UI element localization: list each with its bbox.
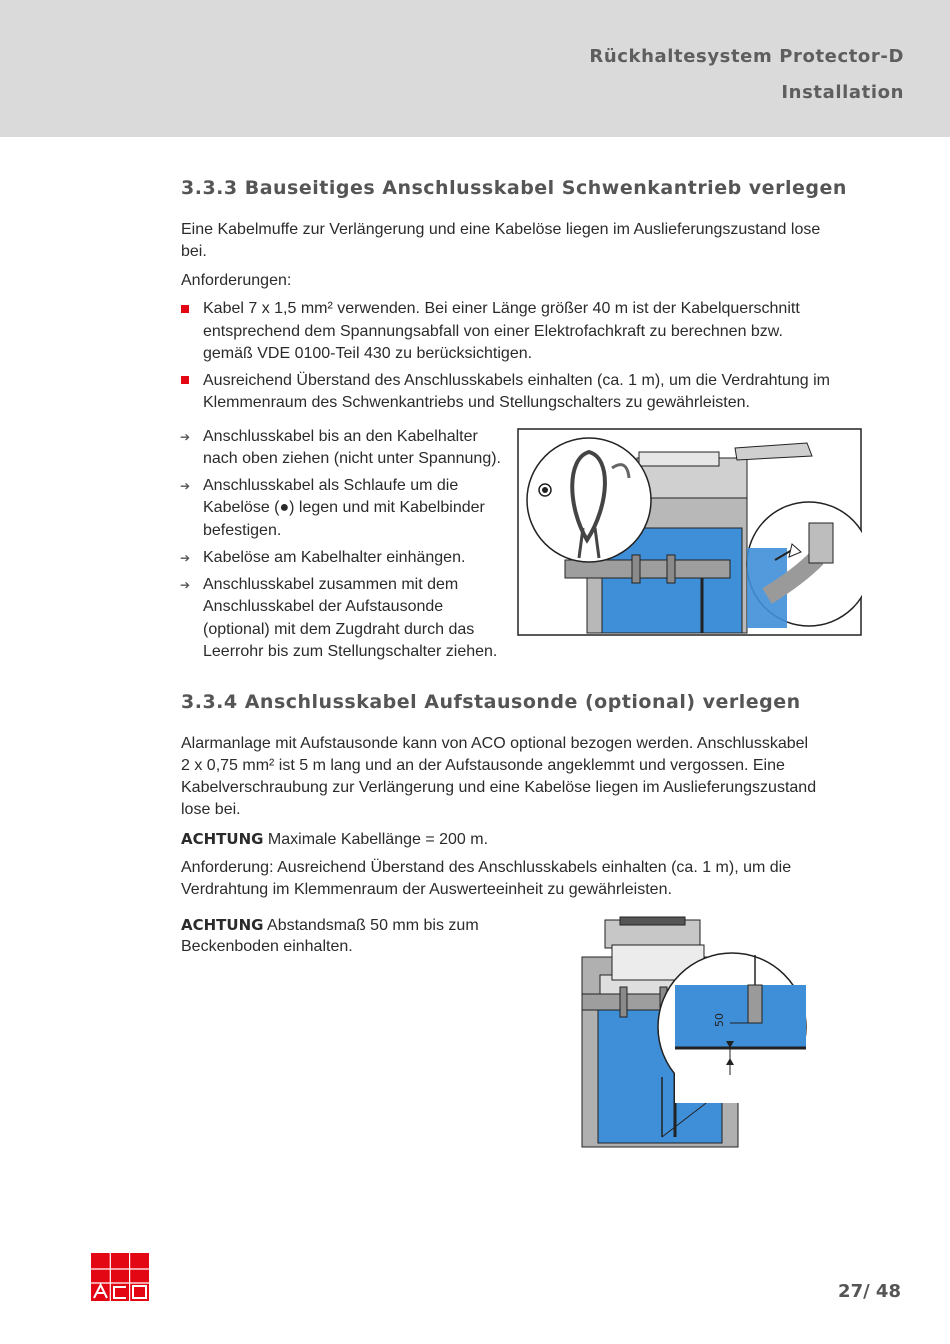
- document-title: Rückhaltesystem Protector-D: [589, 46, 904, 67]
- step3-line1: Kabelöse am Kabelhalter einhängen.: [203, 549, 466, 566]
- requirement-line2: Verdrahtung im Klemmenraum der Auswerteeinheit zu gewährleisten.: [181, 881, 672, 898]
- achtung-text: Abstandsmaß 50 mm bis zum: [267, 917, 479, 934]
- section-heading-333: 3.3.3 Bauseitiges Anschlusskabel Schwenkantrieb verlegen: [181, 177, 847, 199]
- intro-line-2: bei.: [181, 243, 207, 260]
- para1-line3: Kabelverschraubung zur Verlängerung und eine Kabelöse liegen im Auslieferungszustand: [181, 779, 817, 796]
- section-heading-334: 3.3.4 Anschlusskabel Aufstausonde (optional) verlegen: [181, 691, 801, 713]
- bullet-marker: [181, 305, 189, 313]
- arrow-icon: ➔: [180, 551, 191, 565]
- achtung-text: Maximale Kabellänge = 200 m.: [267, 831, 489, 848]
- cable-loop-installation-illustration: [517, 428, 862, 636]
- bullet-marker: [181, 376, 189, 384]
- achtung-label: ACHTUNG: [181, 830, 264, 848]
- aco-logo: [91, 1253, 149, 1301]
- probe-distance-illustration: [580, 915, 810, 1150]
- bullet2-line2: Klemmenraum des Schwenkantriebs und Stellungschalters zu gewährleisten.: [203, 394, 750, 411]
- requirements-label: Anforderungen:: [181, 272, 292, 289]
- intro-line-1: Eine Kabelmuffe zur Verlängerung und eine Kabelöse liegen im Auslieferungszustand lose: [181, 221, 821, 238]
- achtung-note-2: [181, 914, 479, 938]
- step1-line2: nach oben ziehen (nicht unter Spannung).: [203, 450, 501, 467]
- dimension-label: 50: [713, 1013, 726, 1027]
- step2-line2: Kabelöse (●) legen und mit Kabelbinder: [203, 499, 485, 516]
- achtung2-line2: Beckenboden einhalten.: [181, 938, 353, 955]
- para1-line2: 2 x 0,75 mm² ist 5 m lang und an der Aufstausonde angeklemmt und vergossen. Eine: [181, 757, 785, 774]
- bullet1-line1: Kabel 7 x 1,5 mm² verwenden. Bei einer Länge größer 40 m ist der Kabelquerschnitt: [203, 300, 800, 317]
- step4-line4: Leerrohr bis zum Stellungschalter ziehen.: [203, 643, 498, 660]
- para1-line4: lose bei.: [181, 801, 241, 818]
- requirement-line1: Anforderung: Ausreichend Überstand des Anschlusskabels einhalten (ca. 1 m), um die: [181, 859, 792, 876]
- bullet2-line1: Ausreichend Überstand des Anschlusskabels einhalten (ca. 1 m), um die Verdrahtung im: [203, 372, 831, 389]
- step2-line1: Anschlusskabel als Schlaufe um die: [203, 477, 459, 494]
- page-number: 27/ 48: [838, 1281, 901, 1302]
- arrow-icon: ➔: [180, 479, 191, 493]
- arrow-icon: ➔: [180, 430, 191, 444]
- step4-line1: Anschlusskabel zusammen mit dem: [203, 576, 459, 593]
- step4-line2: Anschlusskabel der Aufstausonde: [203, 598, 444, 615]
- step4-line3: (optional) mit dem Zugdraht durch das: [203, 621, 475, 638]
- achtung-note-1: [181, 828, 488, 852]
- arrow-icon: ➔: [180, 578, 191, 592]
- step2-line3: befestigen.: [203, 522, 282, 539]
- para1-line1: Alarmanlage mit Aufstausonde kann von ACO optional bezogen werden. Anschlusskabel: [181, 735, 809, 752]
- step1-line1: Anschlusskabel bis an den Kabelhalter: [203, 428, 478, 445]
- achtung-label: ACHTUNG: [181, 916, 264, 934]
- page-header: [0, 0, 950, 137]
- bullet1-line2: entsprechend dem Spannungsabfall von einer Elektrofachkraft zu berechnen bzw.: [203, 323, 783, 340]
- bullet1-line3: gemäß VDE 0100-Teil 430 zu berücksichtigen.: [203, 345, 533, 362]
- section-label: Installation: [781, 82, 904, 103]
